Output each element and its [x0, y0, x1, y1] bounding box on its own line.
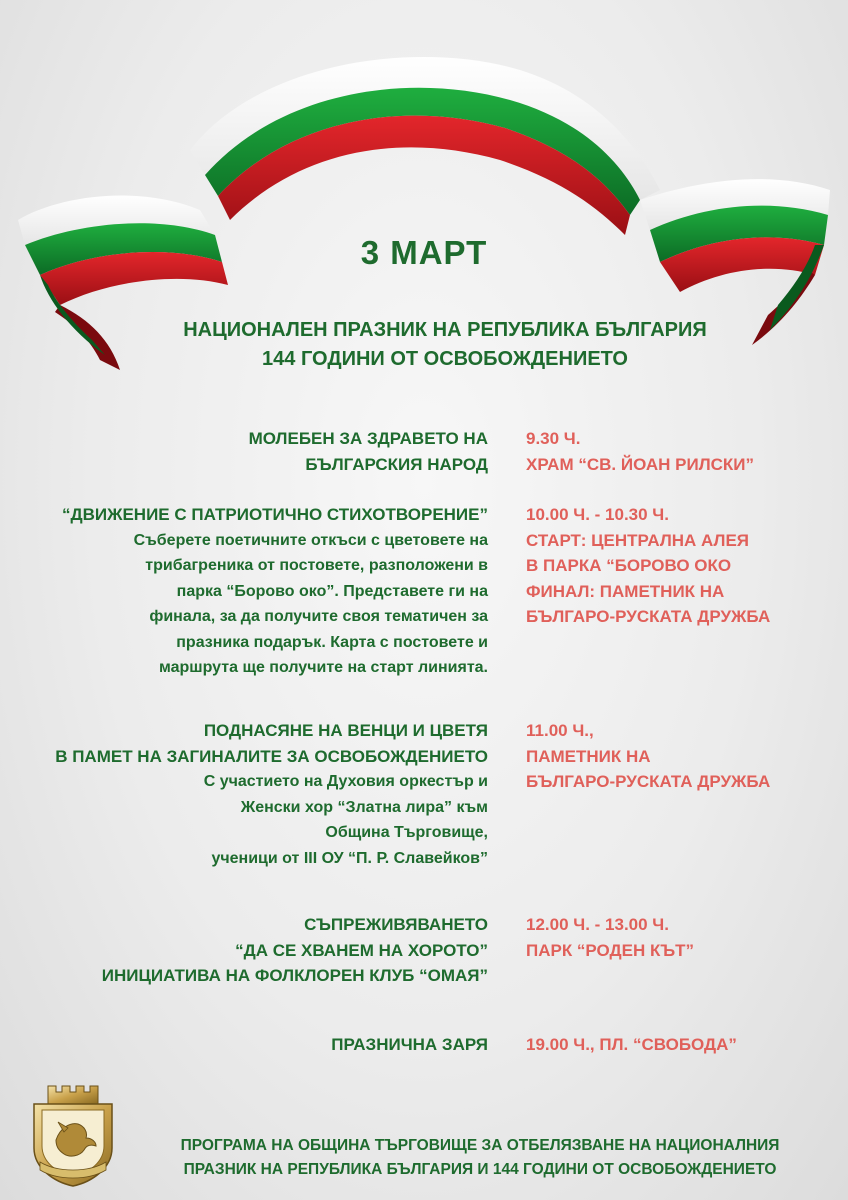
event-title — [8, 1032, 488, 1058]
event-time: 19.00 Ч., ПЛ. “СВОБОДА” — [526, 1035, 737, 1054]
heading-line-2: 144 ГОДИНИ ОТ ОСВОБОЖДЕНИЕТО — [262, 348, 628, 370]
event-title-line: В ПАМЕТ НА ЗАГИНАЛИТЕ ЗА ОСВОБОЖДЕНИЕТО — [55, 746, 488, 766]
event-time: 10.00 Ч. - 10.30 Ч. — [526, 505, 669, 524]
footer-caption — [130, 1134, 830, 1182]
event-info — [526, 502, 836, 630]
event-detail-line: финала, за да получите своя тематичен за — [149, 608, 488, 625]
event-detail-line: маршрута ще получите на старт линията. — [158, 659, 488, 676]
coat-of-arms-logo — [18, 1078, 128, 1188]
event-title-line: “ДА СЕ ХВАНЕМ НА ХОРОТО” — [235, 940, 488, 960]
event-title-line: “ДВИЖЕНИЕ С ПАТРИОТИЧНО СТИХОТВОРЕНИЕ” — [61, 505, 488, 524]
event-detail-line: Община Търговище, — [325, 824, 488, 841]
event-title-line: ИНИЦИАТИВА НА ФОЛКЛОРЕН КЛУБ “ОМАЯ” — [101, 966, 488, 985]
event-detail-line: ученици от III ОУ “П. Р. Славейков” — [211, 849, 488, 867]
event-info — [526, 1032, 836, 1058]
event-info — [526, 426, 836, 477]
event-time: 11.00 Ч., — [526, 721, 594, 740]
event-location: ПАРК “РОДЕН КЪТ” — [526, 940, 695, 960]
event-detail-line: Женски хор “Златна лира” към — [240, 798, 488, 816]
event-detail-line: С участието на Духовия оркестър и — [203, 773, 488, 790]
event-location: БЪЛГАРО-РУСКАТА ДРУЖБА — [526, 772, 771, 791]
event-title-line: СЪПРЕЖИВЯВАНЕТО — [304, 915, 488, 934]
event-title-line: ПОДНАСЯНЕ НА ВЕНЦИ И ЦВЕТЯ — [203, 721, 488, 740]
event-date: 3 МАРТ — [360, 234, 488, 271]
event-info — [526, 912, 836, 963]
event-time: 12.00 Ч. - 13.00 Ч. — [526, 915, 669, 934]
event-location: ФИНАЛ: ПАМЕТНИК НА — [526, 581, 725, 601]
main-heading — [0, 316, 848, 374]
event-title-line: МОЛЕБЕН ЗА ЗДРАВЕТО НА — [248, 429, 488, 448]
event-title-line: БЪЛГАРСКИЯ НАРОД — [305, 454, 488, 474]
footer-line-2: ПРАЗНИК НА РЕПУБЛИКА БЪЛГАРИЯ И 144 ГОДИНИ ОТ ОСВОБОЖДЕНИЕТО — [183, 1161, 777, 1178]
event-title-line: ПРАЗНИЧНА ЗАРЯ — [331, 1035, 488, 1054]
event-detail-line: празника подарък. Карта с постовете и — [176, 633, 488, 651]
event-location: БЪЛГАРО-РУСКАТА ДРУЖБА — [526, 607, 771, 626]
event-title — [8, 426, 488, 477]
event-location: ХРАМ “СВ. ЙОАН РИЛСКИ” — [526, 454, 754, 474]
heading-line-1: НАЦИОНАЛЕН ПРАЗНИК НА РЕПУБЛИКА БЪЛГАРИЯ — [183, 319, 707, 341]
event-detail-line: Съберете поетичните откъси с цветовете на — [133, 531, 488, 549]
event-title — [8, 912, 488, 989]
event-time: 9.30 Ч. — [526, 429, 581, 448]
event-title — [8, 502, 488, 681]
footer-line-1: ПРОГРАМА НА ОБЩИНА ТЪРГОВИЩЕ ЗА ОТБЕЛЯЗВАНЕ НА НАЦИОНАЛНИЯ — [180, 1137, 780, 1154]
event-location: СТАРТ: ЦЕНТРАЛНА АЛЕЯ — [526, 530, 750, 550]
event-info — [526, 718, 836, 795]
event-location: ПАМЕТНИК НА — [526, 746, 651, 766]
event-title — [8, 718, 488, 871]
event-location: В ПАРКА “БОРОВО ОКО — [526, 556, 732, 575]
event-detail-line: трибагреника от постовете, разположени в — [145, 557, 488, 574]
event-detail-line: парка “Борово око”. Представете ги на — [176, 582, 488, 600]
